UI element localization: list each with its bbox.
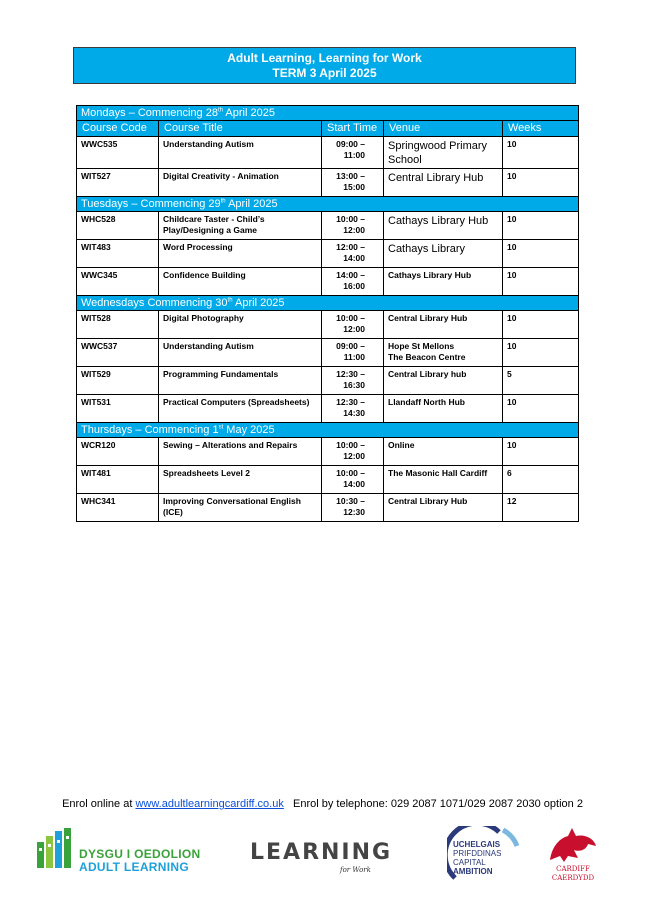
document-title: Adult Learning, Learning for Work (227, 51, 422, 65)
day-heading-ordinal: st (218, 424, 224, 431)
column-header-row (77, 121, 579, 137)
venue: Central Library Hub (384, 311, 503, 339)
start-time: 10:00 – 14:00 (322, 466, 384, 494)
term-subtitle: TERM 3 April 2025 (272, 66, 377, 80)
course-row (77, 367, 579, 395)
adult-learning-bars-icon (37, 828, 73, 868)
capital-line-1: UCHELGAIS (453, 840, 501, 849)
day-heading (77, 296, 579, 311)
course-row (77, 395, 579, 423)
adult-learning-english-text: ADULT LEARNING (79, 860, 189, 874)
course-code: WIT483 (77, 240, 159, 268)
column-header: Course Title (159, 121, 322, 137)
cardiff-name: CARDIFF (556, 865, 590, 873)
day-heading (77, 106, 579, 121)
venue: The Masonic Hall Cardiff (384, 466, 503, 494)
venue: Cathays Library (384, 240, 503, 268)
course-code: WCR120 (77, 438, 159, 466)
course-title: Confidence Building (159, 268, 322, 296)
venue: Cathays Library Hub (384, 212, 503, 240)
day-heading-text: Wednesdays Commencing 30 (81, 297, 228, 309)
start-time: 10:00 – 12:00 (322, 311, 384, 339)
weeks: 5 (503, 367, 579, 395)
enrol-online-label: Enrol online at (62, 798, 136, 810)
start-time: 10:30 – 12:30 (322, 494, 384, 522)
start-time: 13:00 – 15:00 (322, 169, 384, 197)
course-title: Improving Conversational English (ICE) (159, 494, 322, 522)
start-time: 10:00 – 12:00 (322, 212, 384, 240)
course-code: WWC537 (77, 339, 159, 367)
capital-ambition-logo (447, 826, 523, 884)
start-time: 09:00 – 11:00 (322, 339, 384, 367)
column-header: Course Code (77, 121, 159, 137)
partner-logos (0, 826, 645, 886)
start-time: 10:00 – 12:00 (322, 438, 384, 466)
course-title: Programming Fundamentals (159, 367, 322, 395)
column-header: Weeks (503, 121, 579, 137)
capital-line-2: PRIFDDINAS (453, 849, 502, 858)
document-title-banner (73, 47, 576, 84)
course-row (77, 339, 579, 367)
course-title: Understanding Autism (159, 339, 322, 367)
day-heading-month: May 2025 (223, 424, 275, 436)
venue: Llandaff North Hub (384, 395, 503, 423)
course-title: Practical Computers (Spreadsheets) (159, 395, 322, 423)
day-heading-month: April 2025 (225, 198, 278, 210)
day-heading-month: April 2025 (222, 107, 275, 119)
welsh-dragon-icon (538, 826, 608, 866)
venue: Central Library hub (384, 367, 503, 395)
start-time: 12:00 – 14:00 (322, 240, 384, 268)
day-heading-text: Mondays – Commencing 28 (81, 107, 218, 119)
day-heading-month: April 2025 (232, 297, 285, 309)
course-row (77, 169, 579, 197)
start-time: 12:30 – 16:30 (322, 367, 384, 395)
venue: Springwood Primary School (384, 137, 503, 169)
course-row (77, 212, 579, 240)
day-heading-ordinal: th (220, 198, 226, 205)
course-code: WHC341 (77, 494, 159, 522)
course-row (77, 466, 579, 494)
course-code: WIT527 (77, 169, 159, 197)
day-header-row (77, 197, 579, 212)
course-row (77, 438, 579, 466)
start-time: 14:00 – 16:00 (322, 268, 384, 296)
course-schedule-table (76, 105, 579, 522)
course-code: WWC345 (77, 268, 159, 296)
capital-line-4: AMBITION (453, 867, 493, 876)
course-row (77, 311, 579, 339)
adult-learning-logo (37, 828, 217, 873)
weeks: 10 (503, 311, 579, 339)
column-header: Start Time (322, 121, 384, 137)
weeks: 10 (503, 268, 579, 296)
weeks: 10 (503, 137, 579, 169)
course-row (77, 240, 579, 268)
adult-learning-welsh-text: DYSGU I OEDOLION (79, 847, 201, 861)
venue: Hope St Mellons The Beacon Centre (384, 339, 503, 367)
course-code: WIT529 (77, 367, 159, 395)
course-row (77, 137, 579, 169)
learning-logo-subtext: for Work (340, 866, 371, 874)
start-time: 12:30 – 14:30 (322, 395, 384, 423)
course-code: WIT481 (77, 466, 159, 494)
weeks: 6 (503, 466, 579, 494)
venue: Central Library Hub (384, 494, 503, 522)
weeks: 10 (503, 169, 579, 197)
venue: Central Library Hub (384, 169, 503, 197)
course-code: WIT528 (77, 311, 159, 339)
course-code: WHC528 (77, 212, 159, 240)
day-header-row (77, 296, 579, 311)
learning-logo-word: LEARNING (250, 840, 393, 865)
course-title: Digital Photography (159, 311, 322, 339)
course-row (77, 268, 579, 296)
capital-line-3: CAPITAL (453, 858, 486, 867)
caerdydd-name: CAERDYDD (551, 874, 595, 882)
course-code: WIT531 (77, 395, 159, 423)
venue: Cathays Library Hub (384, 268, 503, 296)
course-title: Spreadsheets Level 2 (159, 466, 322, 494)
course-title: Digital Creativity - Animation (159, 169, 322, 197)
course-row (77, 494, 579, 522)
enrol-phone-text: Enrol by telephone: 029 2087 1071/029 2087 2030 option 2 (293, 798, 583, 810)
learning-for-work-logo (250, 840, 400, 880)
day-heading-text: Tuesdays – Commencing 29 (81, 198, 221, 210)
day-heading-ordinal: th (227, 297, 233, 304)
day-heading (77, 197, 579, 212)
venue: Online (384, 438, 503, 466)
weeks: 10 (503, 395, 579, 423)
day-heading-ordinal: th (217, 107, 223, 114)
day-heading (77, 423, 579, 438)
enrol-info (0, 798, 645, 810)
day-header-row (77, 423, 579, 438)
weeks: 10 (503, 212, 579, 240)
weeks: 10 (503, 438, 579, 466)
weeks: 10 (503, 339, 579, 367)
cardiff-council-logo (538, 826, 608, 886)
course-title: Sewing – Alterations and Repairs (159, 438, 322, 466)
course-title: Word Processing (159, 240, 322, 268)
column-header: Venue (384, 121, 503, 137)
weeks: 10 (503, 240, 579, 268)
day-header-row (77, 106, 579, 121)
enrol-website-link[interactable]: www.adultlearningcardiff.co.uk (135, 798, 284, 810)
course-code: WWC535 (77, 137, 159, 169)
course-title: Childcare Taster - Child’s Play/Designing a Game (159, 212, 322, 240)
weeks: 12 (503, 494, 579, 522)
day-heading-text: Thursdays – Commencing 1 (81, 424, 219, 436)
start-time: 09:00 – 11:00 (322, 137, 384, 169)
course-title: Understanding Autism (159, 137, 322, 169)
